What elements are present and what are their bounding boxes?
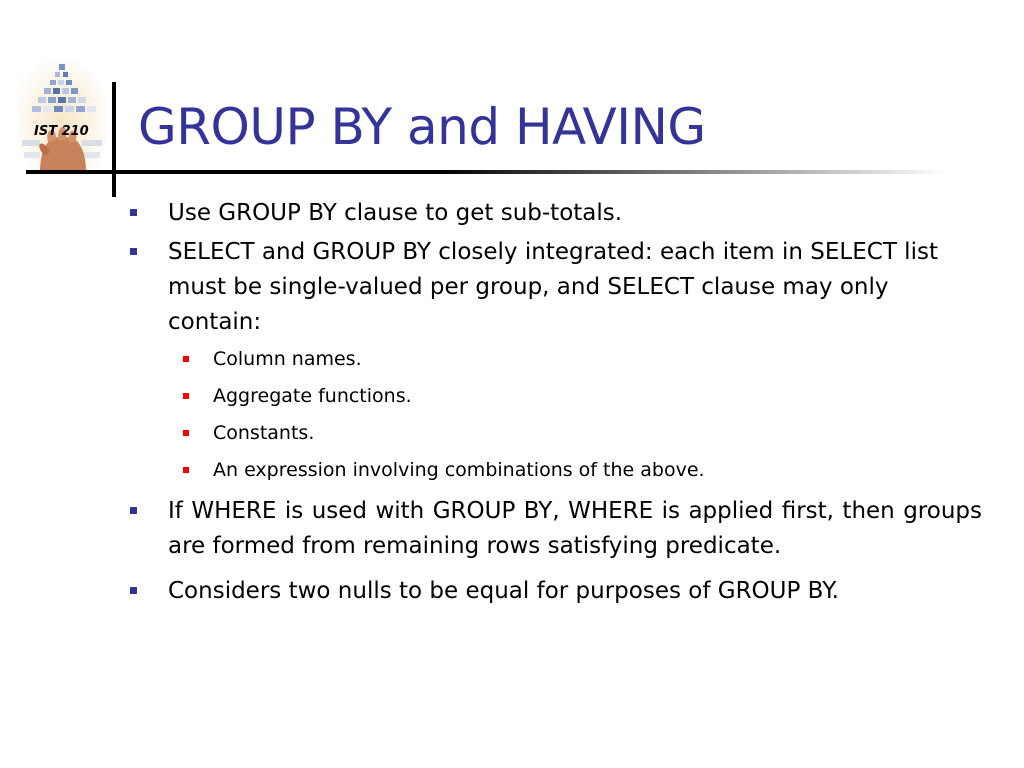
- course-logo: [18, 60, 106, 172]
- title-horizontal-rule: [26, 170, 946, 174]
- bullet-item: [130, 235, 982, 483]
- square-bullet-icon: [130, 587, 137, 594]
- bullet-text: If WHERE is used with GROUP BY, WHERE is applied first, then groups are formed from remaining rows satisfying predicate.: [168, 498, 982, 559]
- square-bullet-icon: [130, 248, 137, 255]
- sub-bullet-item: [168, 383, 982, 409]
- sub-bullet-list: [168, 346, 982, 483]
- square-sub-bullet-icon: [183, 356, 189, 362]
- square-sub-bullet-icon: [183, 467, 189, 473]
- bullet-text: Considers two nulls to be equal for purposes of GROUP BY.: [168, 578, 839, 604]
- sub-bullet-item: [168, 457, 982, 483]
- slide-body: [130, 196, 982, 613]
- sub-bullet-text: An expression involving combinations of the above.: [213, 459, 705, 481]
- sub-bullet-item: [168, 346, 982, 372]
- square-bullet-icon: [130, 507, 137, 514]
- title-vertical-rule: [112, 82, 116, 197]
- bullet-list: [130, 196, 982, 609]
- bullet-item: [130, 494, 982, 564]
- sub-bullet-text: Aggregate functions.: [213, 385, 412, 407]
- square-bullet-icon: [130, 209, 137, 216]
- sub-bullet-text: Column names.: [213, 348, 362, 370]
- database-hand-logo-icon: [18, 60, 106, 172]
- bullet-text: Use GROUP BY clause to get sub-totals.: [168, 200, 623, 226]
- course-logo-label: IST 210: [34, 124, 89, 139]
- sub-bullet-text: Constants.: [213, 422, 315, 444]
- square-sub-bullet-icon: [183, 430, 189, 436]
- bullet-text: SELECT and GROUP BY closely integrated: each item in SELECT list must be single-valued per group, and SELECT clause may only contain:: [168, 239, 938, 335]
- bullet-item: [130, 574, 982, 609]
- bullet-item: [130, 196, 982, 231]
- sub-bullet-item: [168, 420, 982, 446]
- slide-title: GROUP BY and HAVING: [138, 98, 706, 156]
- square-sub-bullet-icon: [183, 393, 189, 399]
